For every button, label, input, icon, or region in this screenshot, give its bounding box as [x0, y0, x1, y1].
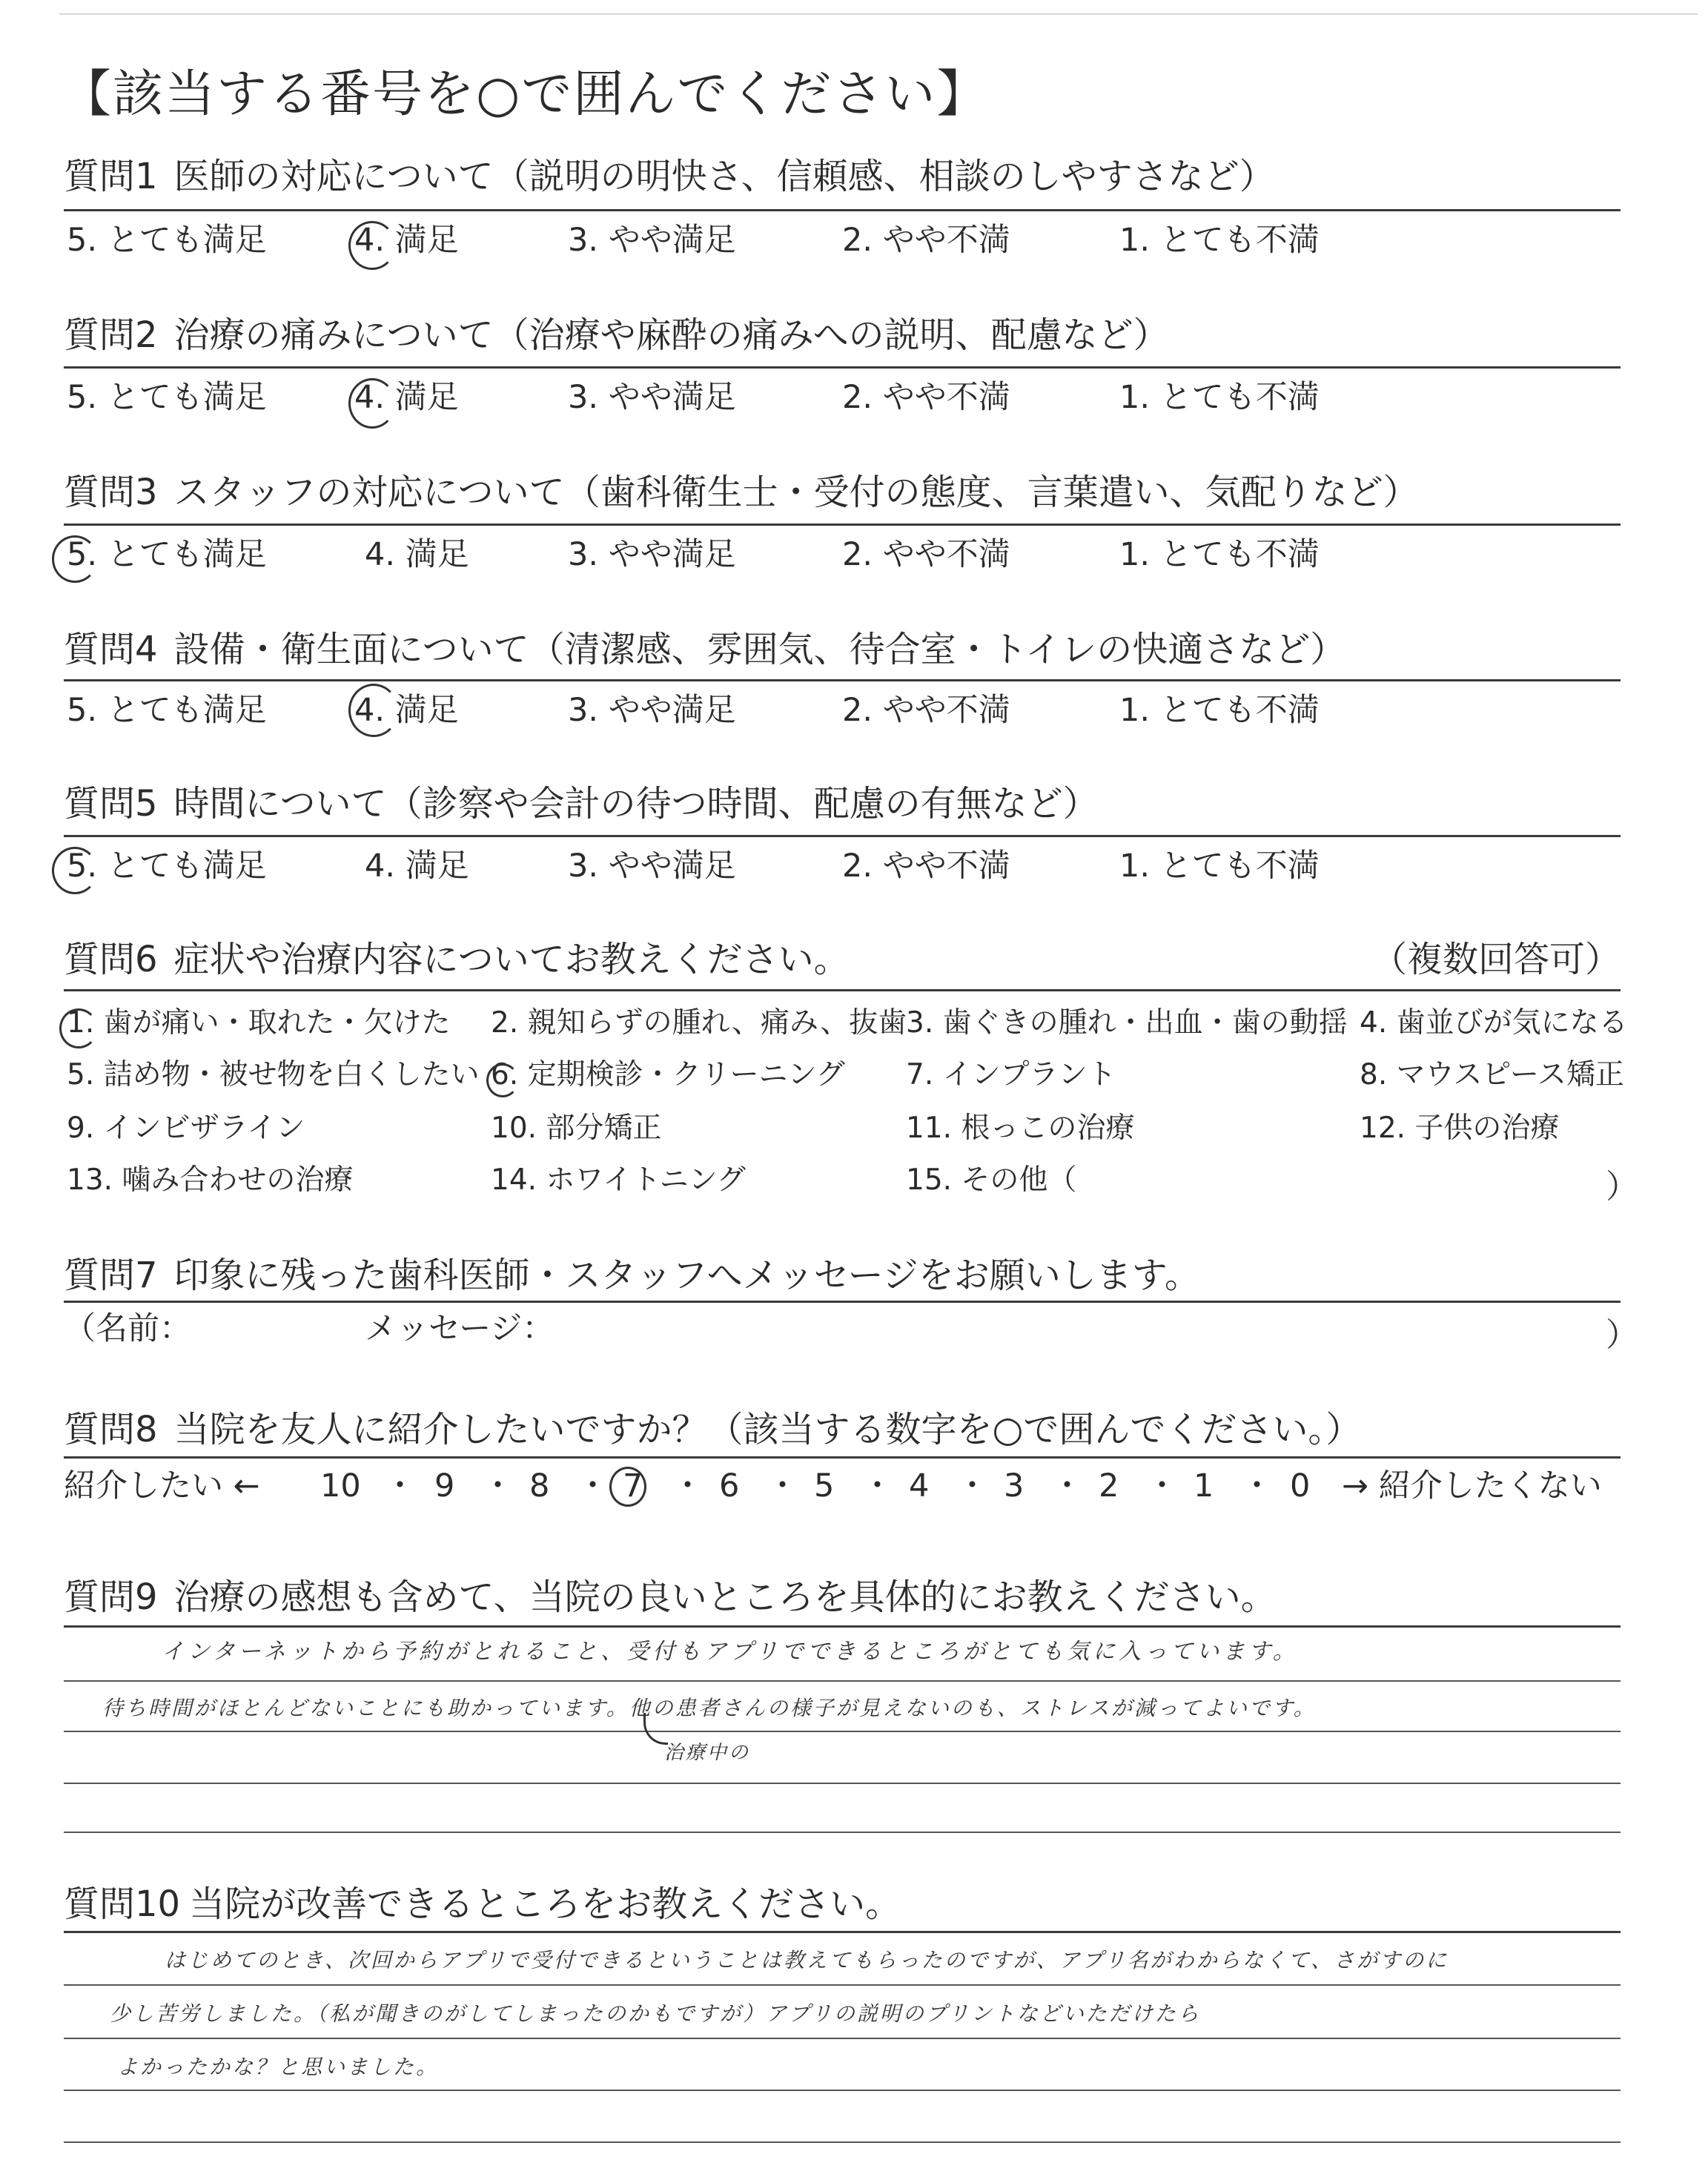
question-8-title [64, 1406, 1361, 1453]
q9-handwritten-insertion: 治療中の [664, 1742, 751, 1764]
question-3-title [64, 469, 1419, 516]
question-6-title [64, 936, 1621, 983]
q2-option-5[interactable]: 5. とても満足 [67, 379, 267, 416]
q6-selection-circle-6 [486, 1063, 519, 1097]
question-number: 質問8 [64, 1409, 158, 1450]
question-5-title [64, 780, 1099, 828]
question-7-rule [64, 1301, 1621, 1303]
question-5-rule [64, 835, 1621, 837]
scale-separator: ・ [767, 1467, 798, 1505]
q3-option-2[interactable]: 2. やや不満 [842, 536, 1010, 573]
q1-option-2[interactable]: 2. やや不満 [842, 222, 1010, 259]
scale-separator: ・ [956, 1467, 988, 1505]
q3-selection-circle [52, 535, 98, 583]
question-text: 医師の対応について（説明の明快さ、信頼感、相談のしやすさなど） [173, 156, 1275, 197]
q5-option-3[interactable]: 3. やや満足 [568, 848, 736, 885]
question-10-rule [64, 1931, 1621, 1933]
scale-value-10[interactable]: 10 [320, 1467, 361, 1505]
scale-value-8[interactable]: 8 [529, 1467, 550, 1505]
page-heading: 【該当する番号を○で囲んでください】 [61, 65, 989, 124]
q1-selection-circle [348, 221, 396, 270]
question-number: 質問1 [64, 156, 158, 197]
scale-value-9[interactable]: 9 [434, 1467, 455, 1505]
q4-option-1[interactable]: 1. とても不満 [1119, 692, 1320, 729]
question-2-rule [64, 366, 1621, 369]
question-number: 質問4 [64, 629, 158, 670]
scale-value-7[interactable]: 7 [623, 1467, 643, 1505]
question-text: 当院を友人に紹介したいですか？（該当する数字を○で囲んでください。） [173, 1409, 1362, 1450]
q1-option-1[interactable]: 1. とても不満 [1119, 222, 1320, 259]
q3-option-4[interactable]: 4. 満足 [365, 536, 469, 573]
scale-value-1[interactable]: 1 [1194, 1467, 1214, 1505]
scale-right-label: → 紹介したくない [1342, 1467, 1602, 1505]
q10-answer-line [64, 2038, 1621, 2039]
q10-answer-line [64, 1984, 1621, 1986]
q6-option-2[interactable]: 2. 親知らずの腫れ、痛み、抜歯 [491, 1006, 907, 1040]
question-4-rule [64, 679, 1621, 681]
q4-option-3[interactable]: 3. やや満足 [568, 692, 736, 729]
question-2-title [64, 311, 1169, 359]
q6-other-close-paren: ） [1606, 1168, 1638, 1206]
scale-value-3[interactable]: 3 [1004, 1467, 1025, 1505]
q8-recommend-scale [64, 1465, 1628, 1507]
q7-message-label[interactable]: メッセージ： [365, 1310, 555, 1347]
q2-option-3[interactable]: 3. やや満足 [568, 379, 736, 416]
q6-option-14[interactable]: 14. ホワイトニング [491, 1163, 746, 1197]
scale-separator: ・ [482, 1467, 514, 1505]
scale-separator: ・ [861, 1467, 893, 1505]
question-4-title [64, 626, 1345, 673]
q6-option-7[interactable]: 7. インプラント [906, 1058, 1116, 1091]
q1-option-3[interactable]: 3. やや満足 [568, 222, 736, 259]
q4-selection-circle [348, 684, 399, 737]
q6-option-13[interactable]: 13. 噛み合わせの治療 [67, 1163, 354, 1197]
question-text: 時間について（診察や会計の待つ時間、配慮の有無など） [173, 783, 1099, 825]
question-6-rule [64, 989, 1621, 991]
question-number: 質問2 [64, 314, 158, 356]
q6-selection-circle-1 [59, 1008, 98, 1048]
q6-option-3[interactable]: 3. 歯ぐきの腫れ・出血・歯の動揺 [906, 1006, 1348, 1040]
q2-selection-circle [348, 378, 396, 429]
question-1-rule [64, 209, 1621, 211]
q4-option-5[interactable]: 5. とても満足 [67, 692, 267, 729]
scale-value-0[interactable]: 0 [1290, 1467, 1311, 1505]
q2-option-1[interactable]: 1. とても不満 [1119, 379, 1320, 416]
question-10-title [64, 1880, 901, 1928]
q5-option-5[interactable]: 5. とても満足 [67, 848, 267, 885]
question-text: 治療の感想も含めて、当院の良いところを具体的にお教えください。 [173, 1576, 1277, 1618]
q3-option-1[interactable]: 1. とても不満 [1119, 536, 1320, 573]
q10-handwritten-line-3: よかったかな？と思いました。 [117, 2055, 440, 2079]
q6-option-8[interactable]: 8. マウスピース矯正 [1360, 1058, 1624, 1091]
q8-selection-circle [609, 1467, 646, 1507]
q6-option-10[interactable]: 10. 部分矯正 [491, 1112, 662, 1145]
question-number: 質問6 [64, 939, 158, 980]
question-text: 印象に残った歯科医師・スタッフへメッセージをお願いします。 [173, 1255, 1200, 1296]
q6-option-6[interactable]: 6. 定期検診・クリーニング [491, 1058, 845, 1091]
q5-option-4[interactable]: 4. 満足 [365, 848, 469, 885]
question-number: 質問9 [64, 1576, 158, 1618]
q4-option-2[interactable]: 2. やや不満 [842, 692, 1010, 729]
scale-separator: ・ [384, 1467, 416, 1505]
q3-option-5[interactable]: 5. とても満足 [67, 536, 267, 573]
question-9-rule [64, 1625, 1621, 1628]
q9-answer-line [64, 1832, 1621, 1833]
q10-answer-line [64, 2090, 1621, 2091]
scale-separator: ・ [672, 1467, 704, 1505]
q10-answer-line [64, 2141, 1621, 2143]
question-number: 質問10 [64, 1883, 181, 1925]
q7-name-label[interactable]: （名前： [64, 1310, 191, 1347]
q1-option-5[interactable]: 5. とても満足 [67, 222, 267, 259]
question-number: 質問7 [64, 1255, 158, 1296]
q5-option-2[interactable]: 2. やや不満 [842, 848, 1010, 885]
multiple-answers-note: （複数回答可） [1371, 939, 1621, 980]
q4-option-4[interactable]: 4. 満足 [354, 692, 459, 729]
scale-separator: ・ [1051, 1467, 1083, 1505]
q9-answer-line [64, 1680, 1621, 1682]
q6-option-1[interactable]: 1. 歯が痛い・取れた・欠けた [67, 1006, 451, 1040]
q2-option-2[interactable]: 2. やや不満 [842, 379, 1010, 416]
q2-option-4[interactable]: 4. 満足 [354, 379, 459, 416]
scale-value-5[interactable]: 5 [814, 1467, 835, 1505]
question-9-title [64, 1573, 1277, 1621]
q6-option-11[interactable]: 11. 根っこの治療 [906, 1112, 1135, 1145]
q9-answer-line [64, 1731, 1621, 1732]
q6-option-15[interactable]: 15. その他（ [906, 1163, 1077, 1197]
q3-option-3[interactable]: 3. やや満足 [568, 536, 736, 573]
q6-option-9[interactable]: 9. インビザライン [67, 1112, 305, 1145]
question-text: 症状や治療内容についてお教えください。 [173, 939, 850, 980]
q1-option-4[interactable]: 4. 満足 [354, 222, 459, 259]
scale-separator: ・ [577, 1467, 609, 1505]
scale-separator: ・ [1241, 1467, 1273, 1505]
scale-left-label: 紹介したい ← [64, 1467, 260, 1505]
scale-value-4[interactable]: 4 [909, 1467, 930, 1505]
q6-option-4[interactable]: 4. 歯並びが気になる [1360, 1006, 1628, 1040]
q10-handwritten-line-1: はじめてのとき、次回からアプリで受付できるということは教えてもらったのですが、アプリ名がわからなくて、さがすのに [165, 1948, 1449, 1972]
q9-answer-line [64, 1783, 1621, 1784]
scale-value-6[interactable]: 6 [719, 1467, 740, 1505]
question-number: 質問5 [64, 783, 158, 825]
q7-close-paren: ） [1606, 1316, 1638, 1354]
question-1-title [64, 153, 1275, 200]
q9-handwritten-line-1: インターネットから予約がとれること、受付もアプリでできるところがとても気に入っています。 [162, 1639, 1299, 1665]
question-3-rule [64, 524, 1621, 526]
question-7-title [64, 1252, 1200, 1299]
q6-option-5[interactable]: 5. 詰め物・被せ物を白くしたい [67, 1058, 480, 1091]
scale-value-2[interactable]: 2 [1099, 1467, 1119, 1505]
question-8-rule [64, 1456, 1621, 1459]
top-border [59, 13, 1698, 15]
q10-handwritten-line-2: 少し苦労しました。（私が聞きのがしてしまったのかもですが）アプリの説明のプリントなどいただけたら [110, 2001, 1201, 2026]
question-number: 質問3 [64, 472, 158, 513]
q9-handwritten-line-2: 待ち時間がほとんどないことにも助かっています。他の患者さんの様子が見えないのも、ストレスが減ってよいです。 [102, 1696, 1317, 1720]
question-text: 治療の痛みについて（治療や麻酔の痛みへの説明、配慮など） [173, 314, 1169, 356]
question-text: 当院が改善できるところをお教えください。 [189, 1883, 901, 1925]
question-text: スタッフの対応について（歯科衛生士・受付の態度、言葉遣い、気配りなど） [173, 472, 1419, 513]
question-text: 設備・衛生面について（清潔感、雰囲気、待合室・トイレの快適さなど） [173, 629, 1346, 670]
q5-option-1[interactable]: 1. とても不満 [1119, 848, 1320, 885]
q6-option-12[interactable]: 12. 子供の治療 [1360, 1112, 1560, 1145]
q5-selection-circle [52, 847, 98, 894]
scale-separator: ・ [1146, 1467, 1178, 1505]
